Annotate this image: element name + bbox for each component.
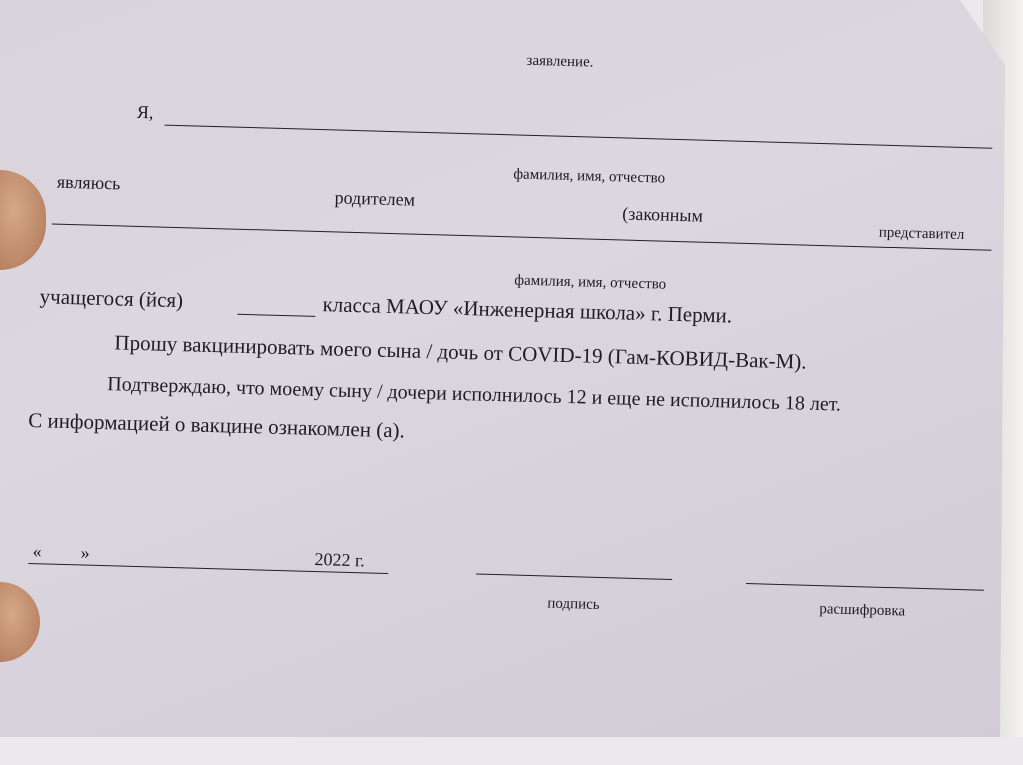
decode-line [746, 583, 984, 591]
date-quote-close: » [80, 542, 90, 563]
request-text: Прошу вакцинировать моего сына / дочь от COVID-19 (Гам-КОВИД-Вак-М). [114, 330, 807, 374]
decode-caption: расшифровка [819, 601, 906, 620]
informed-text: С информацией о вакцине ознакомлен (а). [27, 407, 406, 443]
date-year: 2022 г. [314, 549, 366, 571]
date-quote-open: « [32, 541, 42, 562]
yavlyayus-word: являюсь [56, 171, 121, 194]
fio-caption-1: фамилия, имя, отчество [513, 166, 666, 187]
roditelem-word: родителем [334, 187, 416, 210]
child-name-line [52, 224, 992, 251]
parent-name-line [165, 125, 993, 149]
zakonnym-word: (законным [622, 203, 704, 226]
signature-line [476, 574, 672, 580]
ya-label: Я, [136, 101, 154, 123]
confirm-text: Подтверждаю, что моему сыну / дочери исполнилось 12 и еще не исполнилось 18 лет. [107, 373, 842, 416]
student-prefix: учащегося (йся) [39, 284, 184, 313]
signature-caption: подпись [547, 595, 600, 613]
fio-caption-2: фамилия, имя, отчество [514, 272, 667, 293]
class-blank-line [237, 314, 315, 317]
predstavitel-word: представител [878, 224, 965, 244]
form-title: заявление. [526, 52, 594, 71]
student-suffix: класса МАОУ «Инженерная школа» г. Перми. [322, 292, 733, 328]
